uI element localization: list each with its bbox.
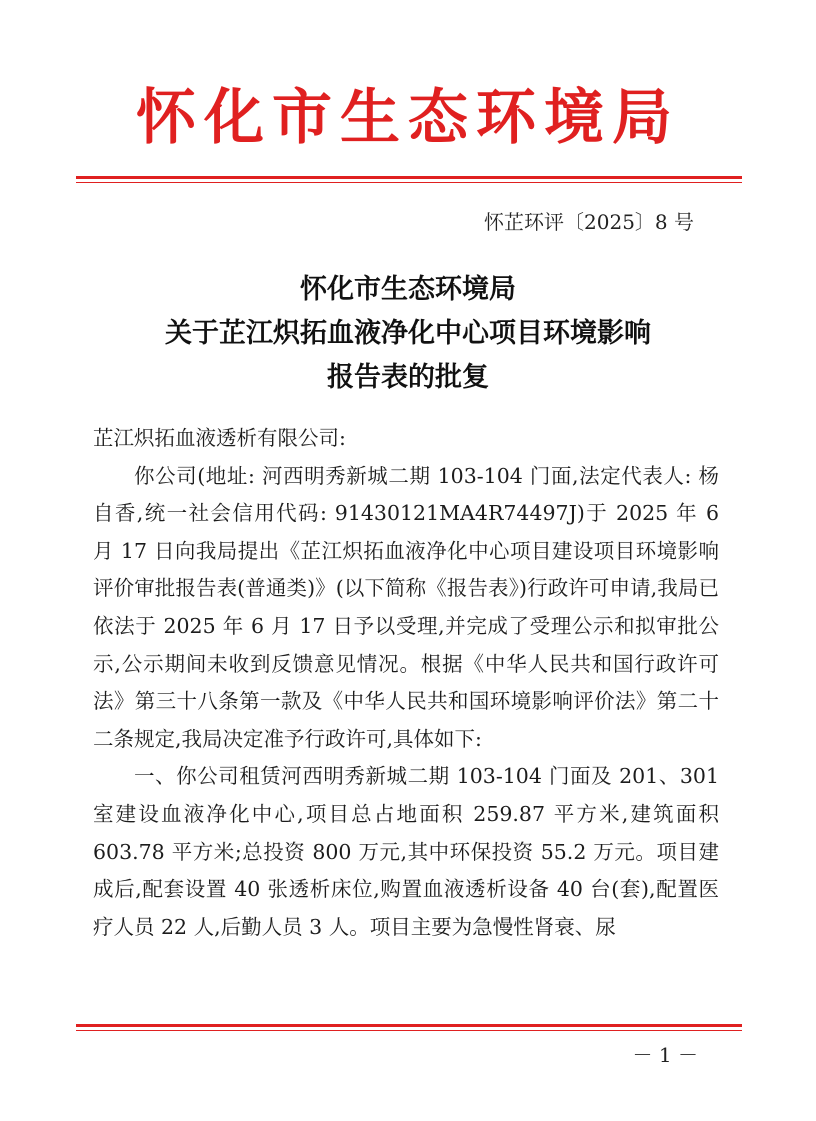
body-paragraph-1: 你公司(地址: 河西明秀新城二期 103-104 门面,法定代表人: 杨自香,统一社会信用代码: 91430121MA4R74497J)于 2025 年 6 月 17 日向我局提出《芷江炽拓血液净化中心项目建设项目环境影响评价审批报告表(普通类)》(以下简称《报告表》)行政许可申请,我局已依法于 2025 年 6 月 17 日予以受理,并完成了受理公示和拟审批公示,公示期间未收到反馈意见情况。根据《中华人民共和国行政许可法》第三十八条第一款及《中华人民共和国环境影响评价法》第二十二条规定,我局决定准予行政许可,具体如下: xyxy=(93,463,719,751)
footer-red-rule-thick xyxy=(76,1024,742,1027)
issuing-agency-header: 怀化市生态环境局 xyxy=(136,83,680,153)
recipient-line: 芷江炽拓血液透析有限公司: xyxy=(93,426,346,450)
title-line-2: 关于芷江炽拓血液净化中心项目环境影响 xyxy=(165,318,651,349)
header-red-rule-thin xyxy=(76,182,742,183)
header-red-rule-thick xyxy=(76,176,742,179)
document-body xyxy=(93,420,719,946)
document-title xyxy=(0,268,816,400)
footer-red-rule-thin xyxy=(76,1030,742,1031)
document-number: 怀芷环评〔2025〕8 号 xyxy=(484,210,694,234)
body-paragraph-2: 一、你公司租赁河西明秀新城二期 103-104 门面及 201、301 室建设血液净化中心,项目总占地面积 259.87 平方米,建筑面积 603.78 平方米;总投资 800 万元,其中环保投资 55.2 万元。项目建成后,配套设置 40 张透析床位,购置血液透析设备 40 台(套),配置医疗人员 22 人,后勤人员 3 人。项目主要为急慢性肾衰、尿 xyxy=(93,764,719,939)
title-line-1: 怀化市生态环境局 xyxy=(300,274,516,305)
title-line-3: 报告表的批复 xyxy=(327,362,489,393)
page-number: － 1 － xyxy=(632,1043,698,1067)
